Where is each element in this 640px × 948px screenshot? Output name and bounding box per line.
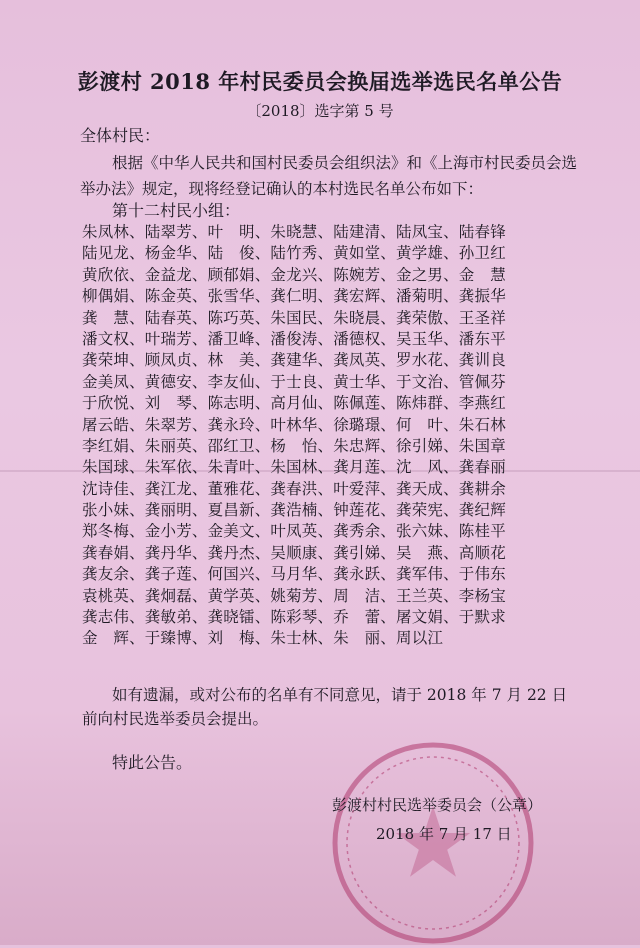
document-title: 彭渡村 2018 年村民委员会换届选举选民名单公告	[77, 69, 563, 94]
name-row: 陆见龙、杨金华、陆 俊、陆竹秀、黄如堂、黄学雄、孙卫红	[82, 244, 506, 263]
issue-date: 2018 年 7 月 17 日	[376, 825, 512, 843]
name-row: 潘文权、叶瑞芳、潘卫峰、潘俊涛、潘德权、吴玉华、潘东平	[82, 329, 506, 348]
name-row: 金 辉、于臻博、刘 梅、朱士林、朱 丽、周以江	[82, 629, 444, 648]
name-row: 朱国球、朱军依、朱青叶、朱国林、龚月莲、沈 风、龚春丽	[82, 458, 506, 477]
name-row: 龚 慧、陆春英、陈巧英、朱国民、朱晓晨、龚荣傲、王圣祥	[82, 308, 506, 327]
name-row: 朱凤林、陆翠芳、叶 明、朱晓慧、陆建清、陆凤宝、陆春锋	[82, 223, 506, 241]
name-row: 郑冬梅、金小芳、金美文、叶凤英、龚秀余、张六妹、陈桂平	[82, 522, 506, 541]
group-heading: 第十二村民小组：	[112, 201, 241, 220]
document-number: 〔2018〕选字第 5 号	[246, 102, 394, 120]
voter-name-list	[82, 222, 562, 650]
greeting: 全体村民：	[80, 126, 161, 145]
name-row: 龚荣坤、顾凤贞、林 美、龚建华、龚凤英、罗水花、龚训良	[82, 351, 506, 370]
name-row: 张小妹、龚丽明、夏昌新、龚浩楠、钟莲花、龚荣宪、龚纪辉	[82, 501, 506, 520]
name-row: 于欣悦、刘 琴、陈志明、高月仙、陈佩莲、陈炜群、李燕红	[82, 394, 506, 413]
name-row: 袁桃英、龚炯磊、黄学英、姚菊芳、周 洁、王兰英、李杨宝	[82, 586, 506, 605]
name-row: 金美凤、黄德安、李友仙、于士良、黄士华、于文治、管佩芬	[82, 372, 506, 391]
objection-paragraph	[82, 683, 572, 731]
name-row: 柳偶娟、陈金英、张雪华、龚仁明、龚宏辉、潘菊明、龚振华	[82, 287, 506, 306]
name-row: 黄欣依、金益龙、顾郁娟、金龙兴、陈婉芳、金之男、金 慧	[82, 265, 506, 284]
name-row: 龚友余、龚子莲、何国兴、马月华、龚永跃、龚军伟、于伟东	[82, 565, 506, 584]
name-row: 李红娟、朱丽英、邵红卫、杨 怡、朱忠辉、徐引娣、朱国章	[82, 436, 506, 455]
name-row: 屠云皓、朱翠芳、龚永玲、叶林华、徐璐璟、何 叶、朱石林	[82, 415, 506, 434]
issuer-signature: 彭渡村村民选举委员会（公章）	[332, 796, 543, 814]
name-row: 沈诗佳、龚江龙、董雅花、龚春洪、叶爱萍、龚天成、龚耕余	[82, 479, 506, 498]
closing-remark: 特此公告。	[112, 753, 193, 772]
intro-paragraph: 根据《中华人民共和国村民委员会组织法》和《上海市村民委员会选举办法》规定，现将经登记确认的本村选民名单公布如下：	[80, 154, 578, 198]
objection-line-2: 前向村民选举委员会提出。	[82, 710, 269, 728]
objection-line-1: 如有遗漏，或对公布的名单有不同意见，请于 2018 年 7 月 22 日	[112, 686, 568, 704]
name-row: 龚志伟、龚敏弟、龚晓镭、陈彩琴、乔 蕾、屠文娟、于默求	[82, 608, 506, 627]
name-row: 龚春娟、龚丹华、龚丹杰、吴顺康、龚引娣、吴 燕、高顺花	[82, 543, 506, 562]
